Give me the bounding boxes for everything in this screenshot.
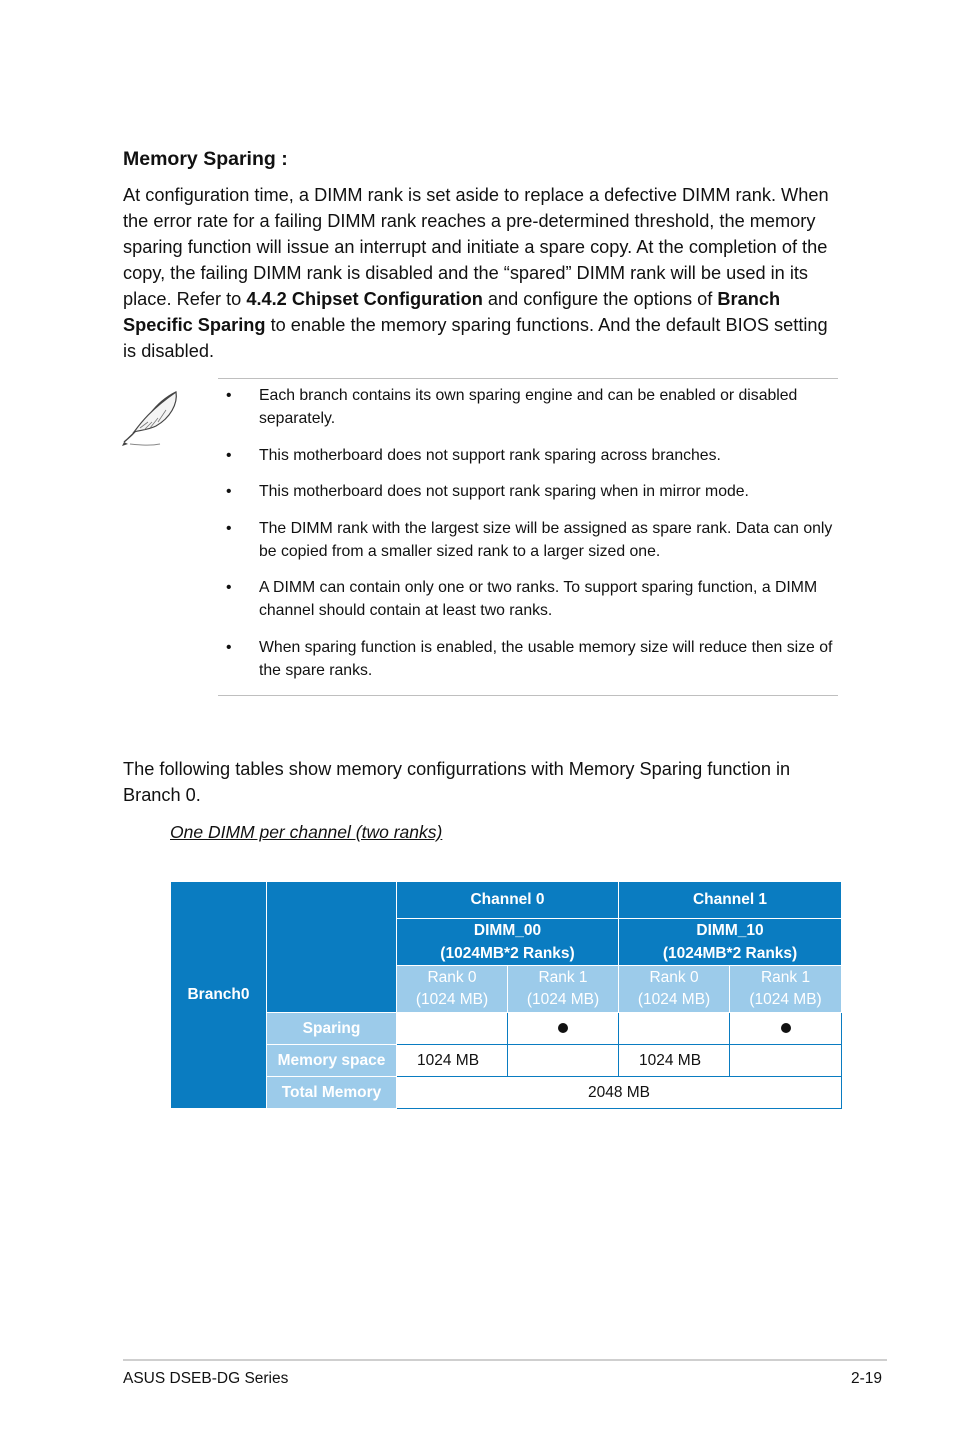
memory-space-cell: 1024 MB xyxy=(619,1045,730,1077)
rank-size: (1024 MB) xyxy=(526,991,600,1008)
description-text-2: and configure the options of xyxy=(482,289,718,309)
table-row xyxy=(171,882,842,919)
note-item xyxy=(218,576,838,622)
footer-divider xyxy=(123,1359,887,1361)
empty-header-cell xyxy=(267,882,397,1013)
rank-size: (1024 MB) xyxy=(415,991,489,1008)
channel-0-header: Channel 0 xyxy=(397,882,619,919)
note-item xyxy=(218,480,838,503)
sparing-cell xyxy=(730,1013,842,1045)
dimm-10-header xyxy=(619,919,842,966)
sparing-cell xyxy=(397,1013,508,1045)
memory-config-table xyxy=(170,881,842,1109)
description-text-3: to enable the memory sparing functions. And the default BIOS setting is disabled. xyxy=(123,315,828,361)
total-memory-cell: 2048 MB xyxy=(397,1077,842,1109)
dimm-00-header xyxy=(397,919,619,966)
description-text-1: At configuration time, a DIMM rank is set aside to replace a defective DIMM rank. When the error rate for a failing DIMM rank reaches a pre-determined threshold, the memory sparing function will issue an interrupt and initiate a spare copy. At the completion of the copy, the failing DIMM rank is disabled and the “spared” DIMM rank will be used in its place. Refer to xyxy=(123,185,829,309)
note-list xyxy=(218,384,838,695)
rank-name: Rank 1 xyxy=(538,969,588,986)
note-text: When sparing function is enabled, the usable memory size will reduce then size of the spare ranks. xyxy=(259,638,833,679)
bullet: • xyxy=(226,519,232,537)
table-row xyxy=(171,1045,842,1077)
sparing-dot-icon xyxy=(781,1023,791,1033)
note-text: Each branch contains its own sparing engine and can be enabled or disabled separately. xyxy=(259,387,798,427)
table-row xyxy=(171,1077,842,1109)
feather-pen-icon xyxy=(120,388,182,448)
tables-intro: The following tables show memory configurrations with Memory Sparing function in Branch 0. xyxy=(123,759,791,805)
section-heading: Memory Sparing : xyxy=(123,148,288,170)
bullet: • xyxy=(226,483,232,500)
rank-name: Rank 0 xyxy=(649,969,699,986)
page-number: 2-19 xyxy=(851,1370,883,1387)
rank-size: (1024 MB) xyxy=(749,991,822,1008)
bullet: • xyxy=(226,579,232,596)
channel-1-header: Channel 1 xyxy=(619,882,842,919)
table-row xyxy=(171,1013,842,1045)
note-text: This motherboard does not support rank sparing across branches. xyxy=(259,446,721,464)
memory-space-cell xyxy=(508,1045,619,1077)
bullet: • xyxy=(226,638,232,656)
note-box xyxy=(218,378,838,696)
rank-cell xyxy=(619,966,730,1013)
note-text: The DIMM rank with the largest size will be assigned as spare rank. Data can only be copied from a smaller sized rank to a larger sized one. xyxy=(259,519,833,560)
memory-space-label: Memory space xyxy=(267,1045,397,1077)
dimm-name: DIMM_00 xyxy=(473,922,542,939)
note-item xyxy=(218,636,838,682)
note-text: A DIMM can contain only one or two ranks. To support sparing function, a DIMM channel should contain at least two ranks. xyxy=(259,579,818,619)
note-item xyxy=(218,517,838,563)
rank-size: (1024 MB) xyxy=(637,991,711,1008)
dimm-capacity: (1024MB*2 Ranks) xyxy=(440,945,575,962)
sparing-cell xyxy=(619,1013,730,1045)
branch-cell: Branch0 xyxy=(171,882,267,1109)
rank-cell xyxy=(508,966,619,1013)
total-memory-label: Total Memory xyxy=(267,1077,397,1109)
note-item xyxy=(218,444,838,467)
sparing-label: Sparing xyxy=(267,1013,397,1045)
footer-title: ASUS DSEB-DG Series xyxy=(123,1370,289,1387)
bullet: • xyxy=(226,387,232,404)
rank-name: Rank 0 xyxy=(427,969,477,986)
note-text: This motherboard does not support rank sparing when in mirror mode. xyxy=(259,483,749,500)
branch-sparing-option: Branch Specific Sparing xyxy=(123,289,781,335)
dimm-name: DIMM_10 xyxy=(696,922,764,939)
memory-space-cell xyxy=(730,1045,842,1077)
chipset-config-reference: 4.4.2 Chipset Configuration xyxy=(246,289,483,309)
rank-cell xyxy=(730,966,842,1013)
dimm-capacity: (1024MB*2 Ranks) xyxy=(662,945,798,962)
bullet: • xyxy=(226,446,232,464)
memory-sparing-description xyxy=(123,182,843,364)
note-item xyxy=(218,384,838,430)
memory-space-cell: 1024 MB xyxy=(397,1045,508,1077)
table-caption: One DIMM per channel (two ranks) xyxy=(170,822,443,842)
sparing-dot-icon xyxy=(558,1023,568,1033)
sparing-cell xyxy=(508,1013,619,1045)
rank-cell xyxy=(397,966,508,1013)
rank-name: Rank 1 xyxy=(760,969,811,986)
